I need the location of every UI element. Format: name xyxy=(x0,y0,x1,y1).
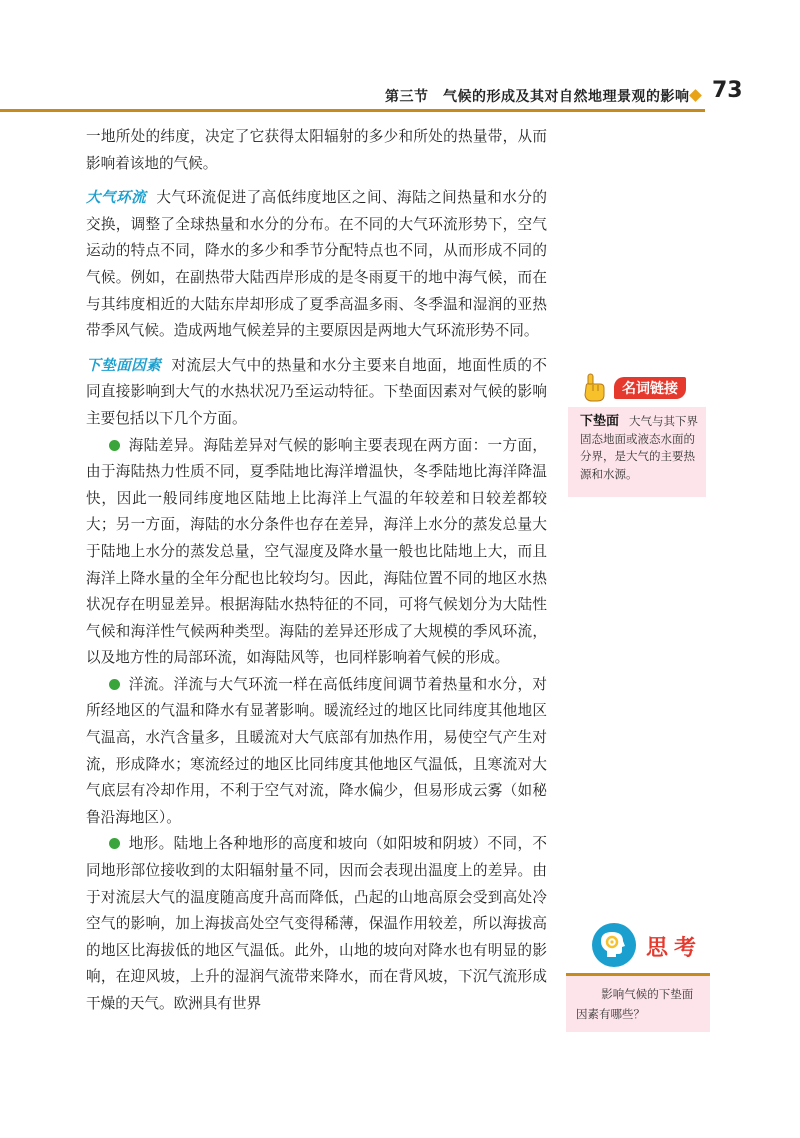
paragraph-circulation-text: 大气环流促进了高低纬度地区之间、海陆之间热量和水分的交换，调整了全球热量和水分的分布。在不同的大气环流形势下，空气运动的特点不同，降水的多少和季节分配特点也不同，从而形成不同的气候。例如，在副热带大陆西岸形成的是冬雨夏干的地中海气候，而在与其纬度相近的大陆东岸却形成了夏季高温多雨、冬季温和湿润的亚热带季风气候。造成两地气候差异的主要原因是两地大气环流形势不同。 xyxy=(86,189,547,340)
glossary-term: 下垫面 xyxy=(580,414,620,429)
paragraph-surface xyxy=(86,353,547,433)
section-title: 第三节 气候的形成及其对自然地理景观的影响 xyxy=(385,89,690,105)
bullet-icon xyxy=(109,838,120,849)
header-rule xyxy=(0,109,705,112)
think-title: 思考 xyxy=(646,936,703,961)
think-sidebar xyxy=(566,921,710,1032)
paragraph-latitude: 一地所处的纬度，决定了它获得太阳辐射的多少和所处的热量带，从而影响着该地的气候。 xyxy=(86,128,547,172)
glossary-definition: 大气与其下界固态地面或液态水面的分界，是大气的主要热源和水源。 xyxy=(580,414,699,481)
pointing-hand-icon xyxy=(580,373,606,403)
page-number: 73 xyxy=(712,78,743,103)
paragraph-circulation xyxy=(86,185,547,345)
bullet-icon xyxy=(109,440,120,451)
think-header xyxy=(566,921,710,973)
glossary-box xyxy=(568,407,706,497)
bullet-ocean-current: 洋流。洋流与大气环流一样在高低纬度间调节着热量和水分，对所经地区的气温和降水有显著影响。暖流经过的地区比同纬度其他地区气温高，水汽含量多，且暖流对大气底部有加热作用，易使空气产生对流，形成降水；寒流经过的地区比同纬度其他地区气温低，且寒流对大气底层有冷却作用，不利于空气对流，降水偏少，但易形成云雾（如秘鲁沿海地区）。 xyxy=(86,675,547,826)
page-header xyxy=(0,0,800,112)
think-question: 影响气候的下垫面因素有哪些？ xyxy=(566,973,710,1032)
thinking-head-icon xyxy=(590,921,638,969)
glossary-title: 名词链接 xyxy=(614,377,686,399)
term-circulation: 大气环流 xyxy=(86,189,147,207)
main-text xyxy=(86,124,547,1018)
bullet-icon xyxy=(109,679,120,690)
paragraph-surface-text: 对流层大气中的热量和水分主要来自地面，地面性质的不同直接影响到大气的水热状况乃至运动特征。下垫面因素对气候的影响主要包括以下几个方面。 xyxy=(86,356,547,427)
bullet-land-sea: 海陆差异。海陆差异对气候的影响主要表现在两方面：一方面，由于海陆热力性质不同，夏季陆地比海洋增温快，冬季陆地比海洋降温快，因此一般同纬度地区陆地上比海洋上气温的年较差和日较差都较大；另一方面，海陆的水分条件也存在差异，海洋上水分的蒸发总量大于陆地上水分的蒸发总量，空气湿度及降水量一般也比陆地上大，而且海洋上降水量的全年分配也比较均匀。因此，海陆位置不同的地区水热状况存在明显差异。根据海陆水热特征的不同，可将气候划分为大陆性气候和海洋性气候两种类型。海陆的差异还形成了大规模的季风环流，以及地方性的局部环流，如海陆风等，也同样影响着气候的形成。 xyxy=(86,436,547,667)
diamond-icon xyxy=(689,89,702,102)
glossary-header xyxy=(568,371,706,407)
glossary-sidebar xyxy=(568,371,706,497)
bullet-terrain: 地形。陆地上各种地形的高度和坡向（如阳坡和阴坡）不同，不同地形部位接收到的太阳辐射量不同，因而会表现出温度上的差异。由于对流层大气的温度随高度升高而降低，凸起的山地高原会受到高处冷空气的影响，加上海拔高处空气变得稀薄，保温作用较差，所以海拔高的地区比海拔低的地区气温低。此外，山地的坡向对降水也有明显的影响，在迎风坡，上升的湿润气流带来降水，而在背风坡，下沉气流形成干燥的天气。欧洲具有世界 xyxy=(86,835,547,1012)
term-surface: 下垫面因素 xyxy=(86,356,162,374)
